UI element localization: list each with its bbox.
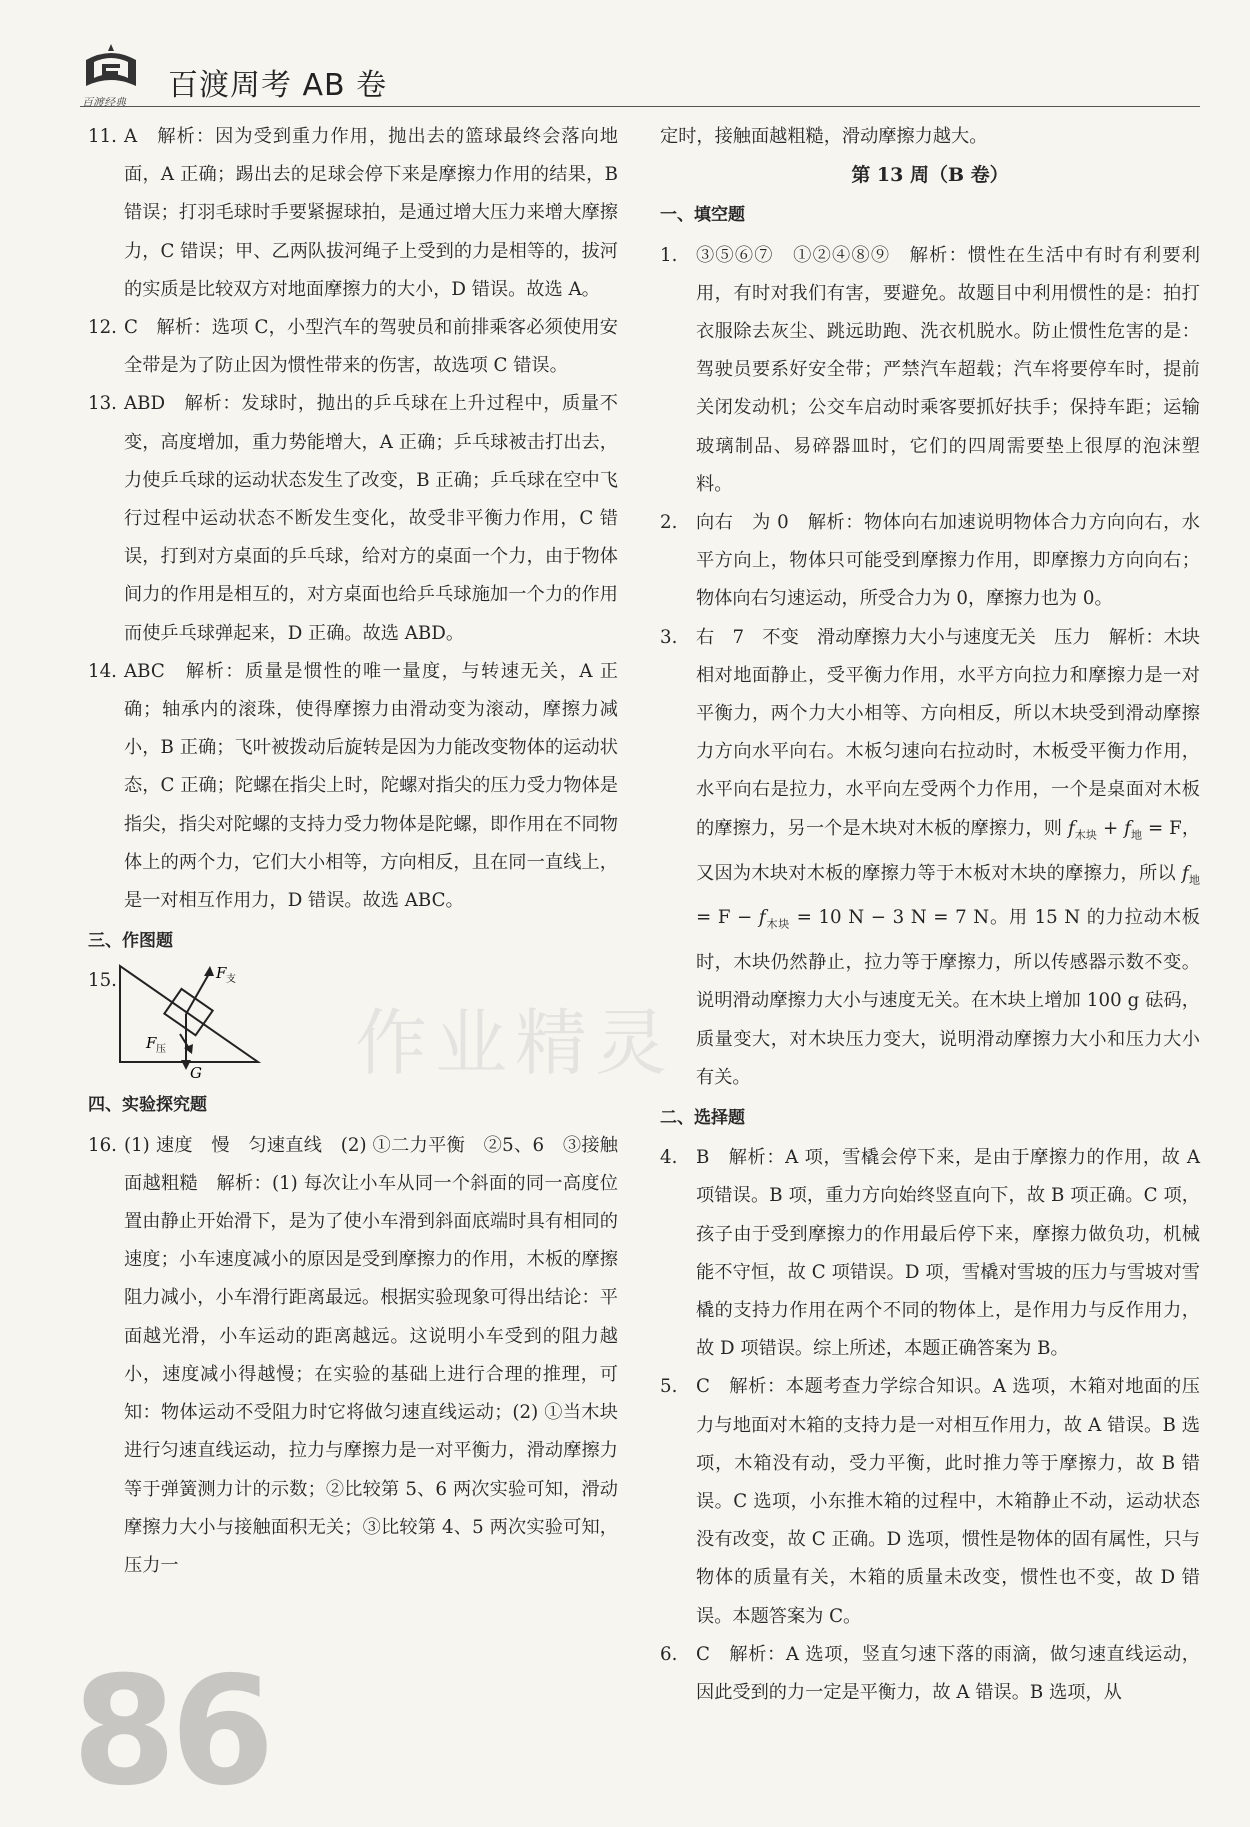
item-number: 2.	[660, 512, 678, 534]
week-title: 第 13 周（B 卷）	[851, 164, 1009, 187]
header-rule	[80, 106, 1200, 107]
math-sub: 地	[1188, 873, 1200, 887]
page-header	[80, 30, 1200, 110]
math-f: f	[758, 907, 766, 929]
item-text: A 解析：因为受到重力作用，抛出去的篮球最终会落向地面，A 正确；踢出去的足球会停下来是摩擦力作用的结果，B 错误；打羽毛球时手要紧握球拍，是通过增大压力来增大摩擦力，C 错误；甲、乙两队拔河绳子上受到的力是相等的，拔河的实质是比较双方对地面摩擦力的大小，D 错误。故选 A。	[124, 126, 618, 300]
item-text: 用 15 N 的力拉动木板时，木块仍然静止，拉力等于摩擦力，所以传感器示数不变。说明滑动摩擦力大小与速度无关。在木块上增加 100 g 砝码，质量变大，对木块压力变大，说明滑动摩擦力大小和压力大小有关。	[696, 907, 1200, 1088]
answer-item	[88, 309, 618, 385]
answer-item	[88, 653, 618, 920]
item-number: 6.	[660, 1643, 678, 1665]
item-number: 15.	[88, 970, 117, 992]
page-number: 86	[72, 1645, 269, 1819]
item-text: = F，又因为木块对木板的摩擦力等于木板对木块的摩擦力，所以	[696, 817, 1201, 884]
answer-item	[660, 619, 1200, 1097]
math-sub: 木块	[1074, 828, 1098, 842]
answer-item	[88, 385, 618, 652]
answer-item	[660, 1139, 1200, 1368]
math-f: f	[1067, 817, 1075, 839]
math-op: = F −	[696, 907, 759, 929]
item-number: 5.	[660, 1376, 678, 1398]
brand-subtitle: 百渡经典	[82, 96, 126, 109]
force-label-support-sub: 支	[226, 974, 236, 986]
item-number: 12.	[88, 317, 117, 339]
watermark: 作业精灵	[355, 1001, 676, 1085]
left-column	[88, 118, 618, 1585]
right-column	[660, 118, 1200, 1712]
force-label-gravity: G	[190, 1064, 202, 1081]
item-text: C 解析：选项 C，小型汽车的驾驶员和前排乘客必须使用安全带是为了防止因为惯性带来的伤害，故选项 C 错误。	[124, 317, 618, 377]
section-heading: 二、选择题	[660, 1108, 745, 1128]
item-text: ③⑤⑥⑦ ①②④⑧⑨ 解析：惯性在生活中有时有利要利用，有时对我们有害，要避免。故题目中利用惯性的是：拍打衣服除去灰尘、跳远助跑、洗衣机脱水。防止惯性危害的是：驾驶员要系好安全带；严禁汽车超载；汽车将要停车时，提前关闭发动机；公交车启动时乘客要抓好扶手；保持车距；运输玻璃制品、易碎器皿时，它们的四周需要垫上很厚的泡沫塑料。	[696, 244, 1200, 495]
item-number: 14.	[88, 660, 117, 682]
section-heading: 三、作图题	[88, 931, 173, 952]
force-diagram	[118, 962, 278, 1080]
math-f: f	[1124, 817, 1131, 839]
continued-text: 定时，接触面越粗糙，滑动摩擦力越大。	[660, 126, 988, 147]
book-logo-icon	[80, 42, 142, 102]
header-title: 百渡周考 AB 卷	[168, 68, 388, 103]
item-number: 3.	[660, 626, 678, 648]
force-label-support: F	[216, 964, 227, 983]
answer-item	[660, 1368, 1200, 1635]
item-text: C 解析：本题考查力学综合知识。A 选项，木箱对地面的压力与地面对木箱的支持力是一对相互作用力，故 A 错误。B 选项，木箱没有动，受力平衡，此时推力等于摩擦力，故 B 错误。C 选项，小东推木箱的过程中，木箱静止不动，运动状态没有改变，故 C 正确。D 选项，惯性是物体的固有属性，只与物体的质量有关，木箱的质量未改变，惯性也不变，故 D 错误。本题答案为 C。	[696, 1376, 1200, 1627]
answer-item-figure	[88, 962, 618, 1084]
item-number: 11.	[88, 126, 117, 147]
item-text: B 解析：A 项，雪橇会停下来，是由于摩擦力的作用，故 A 项错误。B 项，重力方向始终竖直向下，故 B 项正确。C 项，孩子由于受到摩擦力的作用最后停下来，摩擦力做负功，机械能不守恒，故 C 项错误。D 项，雪橇对雪坡的压力与雪坡对雪橇的支持力作用在两个不同的物体上，是作用力与反作用力，故 D 项错误。综上所述，本题正确答案为 B。	[696, 1147, 1200, 1360]
answer-item	[660, 504, 1200, 619]
item-text: 右 7 不变 滑动摩擦力大小与速度无关 压力 解析：木块相对地面静止，受平衡力作用，水平方向拉力和摩擦力是一对平衡力，两个力大小相等、方向相反，所以木块受到滑动摩擦力方向水平向右。木板匀速向右拉动时，木板受平衡力作用，水平向右是拉力，水平向左受两个力作用，一个是桌面对木板的摩擦力，另一个是木块对木板的摩擦力，则	[696, 626, 1200, 839]
math-sub: 地	[1130, 828, 1143, 842]
item-number: 16.	[88, 1134, 117, 1156]
answer-item	[88, 1127, 618, 1585]
answer-item	[88, 118, 618, 309]
answer-item	[660, 237, 1200, 504]
section-heading: 一、填空题	[660, 205, 745, 226]
math-sub: 木块	[765, 917, 791, 931]
item-text: (1) 速度 慢 匀速直线 (2) ①二力平衡 ②5、6 ③接触面越粗糙 解析：(1) 每次让小车从同一个斜面的同一高度位置由静止开始滑下，是为了使小车滑到斜面底端时具有相同的速度；小车速度减小的原因是受到摩擦力的作用，木板的摩擦阻力减小，小车滑行距离最远。根据实验现象可得出结论：平面越光滑，小车运动的距离越远。这说明小车受到的阻力越小，速度减小得越慢；在实验的基础上进行合理的推理，可知：物体运动不受阻力时它将做匀速直线运动；(2) ①当木块进行匀速直线运动，拉力与摩擦力是一对平衡力，滑动摩擦力等于弹簧测力计的示数；②比较第 5、6 两次实验可知，滑动摩擦力大小与接触面积无关；③比较第 4、5 两次实验可知，压力一	[124, 1134, 618, 1576]
item-text: 向右 为 0 解析：物体向右加速说明物体合力方向向右，水平方向上，物体只可能受到摩擦力作用，即摩擦力方向向右；物体向右匀速运动，所受合力为 0，摩擦力也为 0。	[696, 512, 1200, 610]
item-text: C 解析：A 选项，竖直匀速下落的雨滴，做匀速直线运动，因此受到的力一定是平衡力，故 A 错误。B 选项，从	[696, 1643, 1200, 1704]
force-label-pressure-sub: 压	[156, 1044, 166, 1056]
answer-item	[660, 1636, 1200, 1712]
math-op: = 10 N − 3 N = 7 N。	[790, 907, 1009, 929]
math-op: +	[1097, 817, 1125, 839]
item-number: 1.	[660, 244, 678, 266]
section-heading: 四、实验探究题	[88, 1095, 207, 1116]
item-number: 13.	[88, 393, 117, 415]
item-text: ABC 解析：质量是惯性的唯一量度，与转速无关，A 正确；轴承内的滚珠，使得摩擦力由滑动变为滚动，摩擦力减小，B 正确；飞叶被拨动后旋转是因为力能改变物体的运动状态，C 正确；陀螺在指尖上时，陀螺对指尖的压力受力物体是指尖，指尖对陀螺的支持力受力物体是陀螺，即作用在不同物体上的两个力，它们大小相等，方向相反，且在同一直线上，是一对相互作用力，D 错误。故选 ABC。	[124, 660, 618, 912]
force-label-pressure: F	[146, 1034, 157, 1053]
item-number: 4.	[660, 1147, 678, 1169]
item-text: ABD 解析：发球时，抛出的乒乓球在上升过程中，质量不变，高度增加，重力势能增大，A 正确；乒乓球被击打出去，力使乒乓球的运动状态发生了改变，B 正确；乒乓球在空中飞行过程中运动状态不断发生变化，故受非平衡力作用，C 错误，打到对方桌面的乒乓球，给对方的桌面一个力，由于物体间力的作用是相互的，对方桌面也给乒乓球施加一个力的作用而使乒乓球弹起来，D 正确。故选 ABD。	[124, 393, 618, 644]
math-f: f	[1181, 862, 1189, 884]
